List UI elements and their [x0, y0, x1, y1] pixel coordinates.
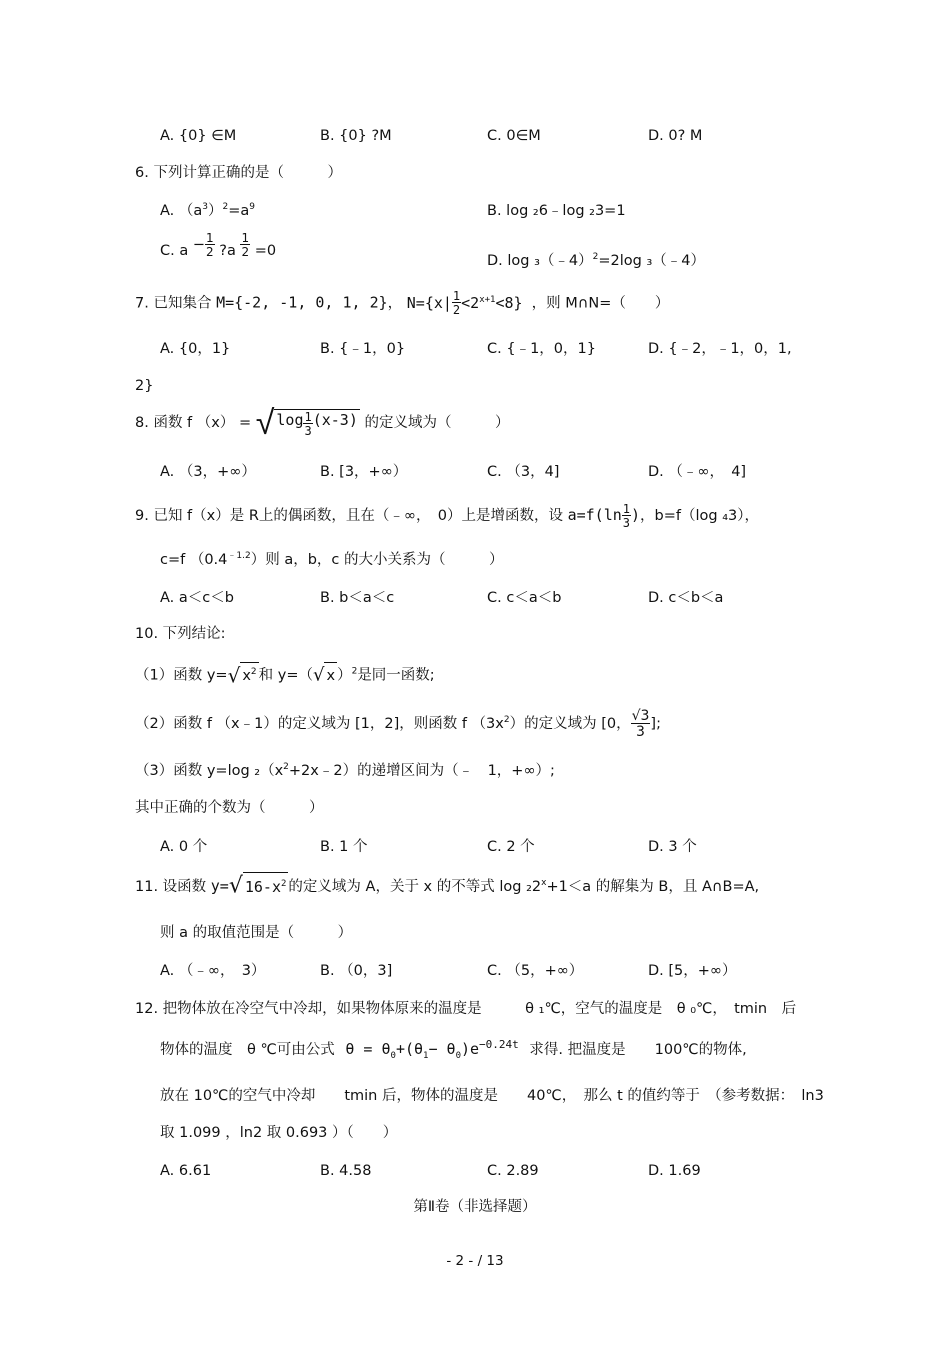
q11-line2: 则 a 的取值范围是（ ） — [160, 925, 353, 941]
q6-option-b: B. log ₂6﹣log ₂3=1 — [487, 203, 626, 219]
q7-option-d: D. {﹣2，﹣1，0，1, — [648, 341, 792, 357]
q9-line2: c=f $(0.4^{﹣1.2})$则 a，b，c 的大小关系为（ ） — [160, 551, 504, 568]
q12-option-b: B. 4.58 — [320, 1163, 372, 1179]
q8-sqrt: √ log $\frac{1}{3}$ (x-3) — [255, 403, 358, 443]
q12-line3: 放在 10℃的空气中冷却 tmin 后，物体的温度是 40℃， 那么 t 的值约等于 （参考数据： ln3 — [160, 1088, 824, 1104]
q11-option-a: A. （﹣∞， 3） — [160, 963, 266, 979]
q9-option-d: D. c＜b＜a — [648, 590, 724, 606]
q12-formula: $\theta = \theta_0+(\theta_1- \theta_0)e^{-0.24t}$ — [345, 1038, 519, 1061]
q6-option-d: D. log ₃（﹣4）$^2$=2log ₃（﹣4） — [487, 252, 706, 269]
q12-line1: 12. 把物体放在冷空气中冷却，如果物体原来的温度是 θ ₁℃，空气的温度是 θ ₀℃， tmin 后 — [135, 1001, 797, 1017]
q12-option-a: A. 6.61 — [160, 1163, 212, 1179]
section-title: 第Ⅱ卷（非选择题） — [413, 1199, 537, 1215]
q7-set-n: N={x| $\frac{1}{2}$ $<2^{x+1}<8$} — [406, 289, 523, 317]
q6-option-c: C. a − $\frac{1}{2}$ ?a $\frac{1}{2}$ =0 — [160, 231, 277, 259]
q9-stem: 9. 已知 f（x）是 R上的偶函数，且在（﹣∞， 0）上是增函数，设 a=f(ln $\frac{1}{3}$ )，b=f（log ₄3）， — [135, 501, 760, 530]
q7-option-d-cont: 2} — [135, 378, 154, 394]
q11-option-c: C. （5，+∞） — [487, 963, 584, 979]
q10-line4: 其中正确的个数为（ ） — [135, 800, 324, 816]
q10-option-d: D. 3 个 — [648, 839, 697, 855]
q5-option-b: B. {0} ?M — [320, 128, 392, 144]
q9-option-a: A. a＜c＜b — [160, 590, 234, 606]
q11-option-d: D. [5，+∞） — [648, 963, 737, 979]
q7-option-c: C. {﹣1，0，1} — [487, 341, 596, 357]
q12-line2: 物体的温度 θ ℃可由公式 $\theta = \theta_0+(\theta_1- \theta_0)e^{-0.24t}$ 求得. 把温度是 100℃的物体, — [160, 1038, 747, 1061]
q10-option-c: C. 2 个 — [487, 839, 535, 855]
q10-stem: 10. 下列结论: — [135, 626, 226, 642]
q8-option-a: A. （3，+∞） — [160, 464, 256, 480]
q8-option-c: C. （3，4] — [487, 464, 560, 480]
q10-line2: （2）函数 f （x﹣1）的定义域为 [1，2]，则函数 f $(3x^2)$的定义域为 [0， $\frac{√3}{3}$ ]; — [135, 708, 661, 740]
q10-option-a: A. 0 个 — [160, 839, 208, 855]
q11-option-b: B. （0，3] — [320, 963, 393, 979]
page-number: - 2 - / 13 — [446, 1253, 504, 1269]
q7-option-a: A. {0，1} — [160, 341, 231, 357]
q10-line3: （3）函数 y=log $_2(x^2+2x﹣2)$的递增区间为（﹣ 1，+∞）; — [135, 762, 555, 779]
q6-stem: 6. 下列计算正确的是（ ） — [135, 165, 342, 181]
q5-option-a: A. {0} ∈M — [160, 128, 237, 144]
q7-option-b: B. {﹣1，0} — [320, 341, 406, 357]
q12-line4: 取 1.099 ，ln2 取 0.693 ）（ ） — [160, 1125, 398, 1141]
q6-option-a: A. $(a^3)^2=a^9$ — [160, 202, 256, 219]
q5-option-c: C. 0∈M — [487, 128, 541, 144]
q7-set-m: M={-2, -1, 0, 1, 2} — [216, 293, 388, 312]
q8-option-d: D. （﹣∞， 4] — [648, 464, 747, 480]
q12-option-d: D. 1.69 — [648, 1163, 701, 1179]
q12-option-c: C. 2.89 — [487, 1163, 539, 1179]
q10-line1: （1）函数 y=√ $x^2$ 和 y=（√ x ）$^2$是同一函数; — [135, 663, 435, 688]
q5-option-d: D. 0? M — [648, 128, 703, 144]
q8-option-b: B. [3，+∞） — [320, 464, 408, 480]
q9-option-c: C. c＜a＜b — [487, 590, 562, 606]
q10-option-b: B. 1 个 — [320, 839, 368, 855]
q11-stem: 11. 设函数 y=√ $16-x^2$ 的定义域为 A，关于 x 的不等式 $\log _22^x+1<a$ 的解集为 B，且 A∩B=A, — [135, 872, 759, 901]
q7-stem: 7. 已知集合 M={-2, -1, 0, 1, 2}， N={x| $\frac{1}{2}$ $<2^{x+1}<8$} ，则 M∩N=（ ） — [135, 289, 670, 317]
q9-option-b: B. b＜a＜c — [320, 590, 395, 606]
q8-stem: 8. 函数 f （x） = √ log $\frac{1}{3}$ (x-3) 的定义域为（ ） — [135, 398, 509, 448]
